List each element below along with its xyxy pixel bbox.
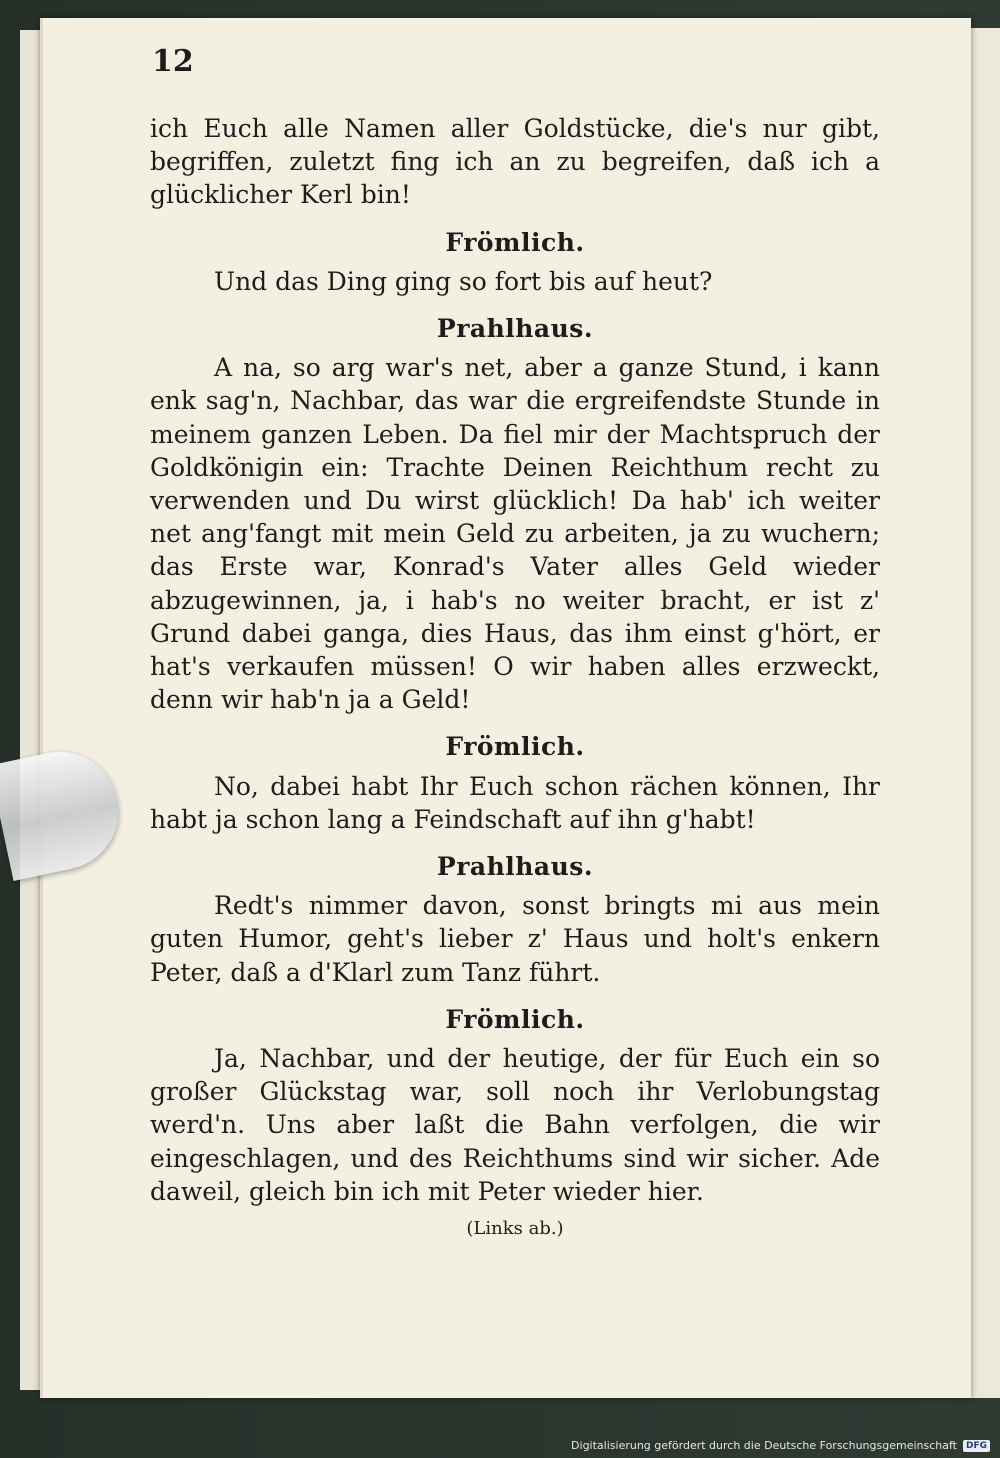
footer-credit-text: Digitalisierung gefördert durch die Deutsche Forschungsgemeinschaft xyxy=(571,1439,957,1452)
dfg-logo-icon: DFG xyxy=(963,1440,990,1452)
dialogue-paragraph: No, dabei habt Ihr Euch schon rächen können, Ihr habt ja schon lang a Feindschaft auf ihn g'habt! xyxy=(150,771,880,834)
stage-direction: (Links ab.) xyxy=(466,1218,564,1240)
speaker-name: Frömlich. xyxy=(445,227,585,257)
dialogue-paragraph: Und das Ding ging so fort bis auf heut? xyxy=(214,266,713,296)
dialogue-paragraph: A na, so arg war's net, aber a ganze Stund, i kann enk sag'n, Nachbar, das war die ergreifendste Stunde in meinem ganzen Leben. Da fiel mir der Machtspruch der Goldkönigin ein: Trachte Deinen Reichthum recht zu verwenden und Du wirst glücklich! Da hab' ich weiter net ang'fangt mit mein Geld zu arbeiten, ja zu wuchern; das Erste war, Konrad's Vater alles Geld wieder abzugewinnen, ja, i hab's no weiter bracht, er ist z' Grund dabei ganga, dies Haus, das ihm einst g'hört, er hat's verkaufen müssen! O wir haben alles erzweckt, denn wir hab'n ja a Geld! xyxy=(150,353,880,715)
speaker-name: Frömlich. xyxy=(445,1004,585,1034)
speaker-name: Prahlhaus. xyxy=(436,852,594,882)
dialogue-paragraph: Ja, Nachbar, und der heutige, der für Euch ein so großer Glückstag war, soll noch ihr Verlobungstag werd'n. Uns aber laßt die Bahn verfolgen, die wir eingeschlagen, und des Reichthums sind wir sicher. Ade daweil, gleich bin ich mit Peter wieder hier. xyxy=(150,1044,880,1206)
footer-credit xyxy=(571,1439,990,1452)
page-number: 12 xyxy=(152,44,194,79)
dialogue-paragraph: Redt's nimmer davon, sonst bringts mi aus mein guten Humor, geht's lieber z' Haus und holt's enkern Peter, daß a d'Klarl zum Tanz führt. xyxy=(150,891,880,987)
page-text xyxy=(150,112,880,1245)
speaker-name: Prahlhaus. xyxy=(436,314,594,344)
speaker-name: Frömlich. xyxy=(445,732,585,762)
dialogue-paragraph: ich Euch alle Namen aller Goldstücke, die's nur gibt, begriffen, zuletzt fing ich an zu begreifen, daß ich a glücklicher Kerl bin! xyxy=(150,114,880,210)
